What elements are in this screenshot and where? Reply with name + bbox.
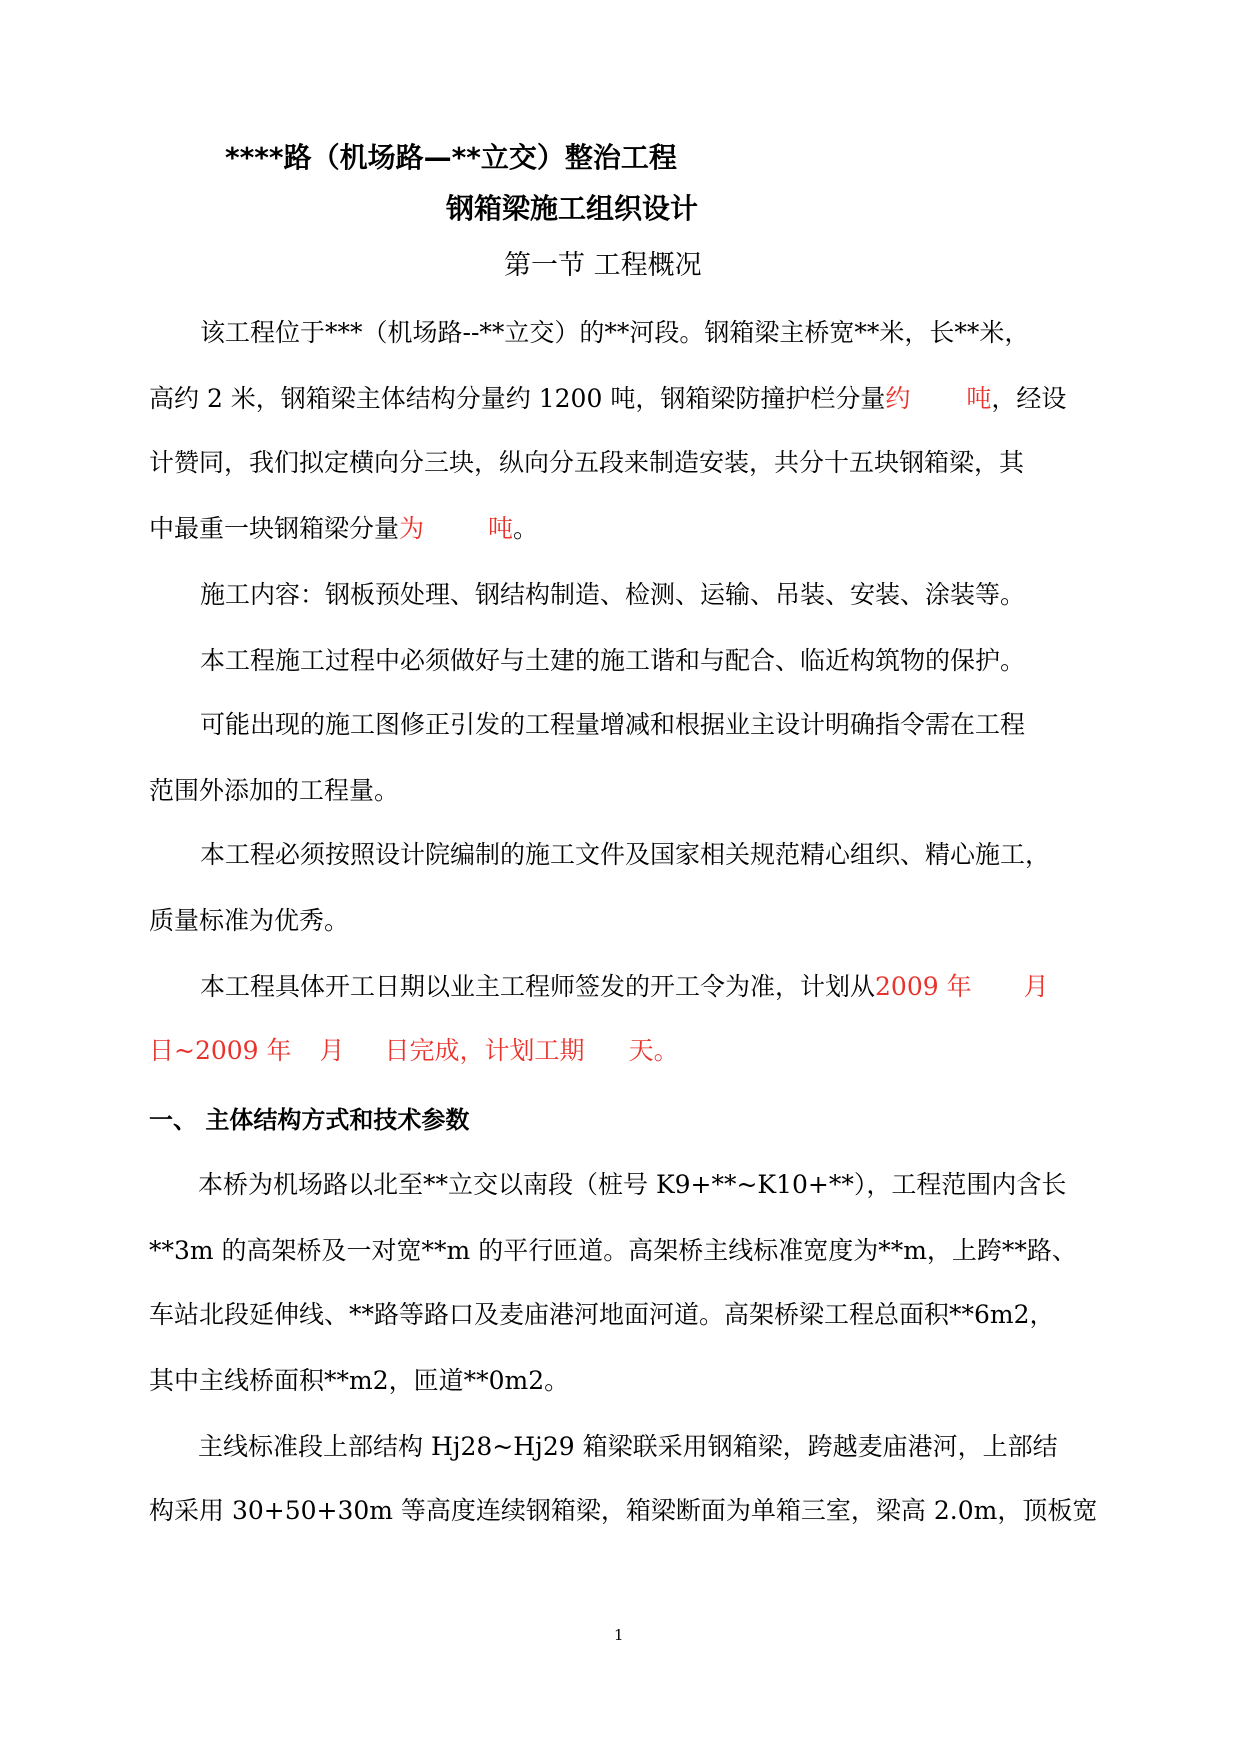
text-run: 高约 2 米，钢箱梁主体结构分量约 1200 吨，钢箱梁防撞护栏分量 bbox=[149, 384, 886, 413]
paragraph-line: 质量标准为优秀。 bbox=[149, 906, 350, 935]
paragraph-line: 主线标准段上部结构 Hj28~Hj29 箱梁联采用钢箱梁，跨越麦庙港河，上部结 bbox=[198, 1432, 1058, 1461]
paragraph-line bbox=[149, 386, 1066, 411]
page-number: 1 bbox=[614, 1626, 624, 1644]
highlight-text: 月 bbox=[319, 1036, 345, 1065]
paragraph-line: 本桥为机场路以北至**立交以南段（桩号 K9+**~K10+**），工程范围内含长 bbox=[198, 1170, 1067, 1199]
paragraph-line bbox=[149, 516, 538, 541]
paragraph-line: 车站北段延伸线、**路等路口及麦庙港河地面河道。高架桥梁工程总面积**6m2， bbox=[149, 1300, 1055, 1329]
highlight-text: 为 bbox=[399, 514, 425, 543]
highlight-text: 约 bbox=[885, 384, 911, 413]
highlight-text: 吨 bbox=[966, 384, 992, 413]
section-title: 第一节 工程概况 bbox=[504, 250, 702, 281]
paragraph-line: 该工程位于***（机场路--**立交）的**河段。钢箱梁主桥宽**米，长**米， bbox=[200, 318, 1030, 347]
paragraph-line: 范围外添加的工程量。 bbox=[149, 776, 400, 805]
text-run: 本工程具体开工日期以业主工程师签发的开工令为准，计划从 bbox=[200, 972, 876, 1001]
highlight-text: 2009 年 bbox=[875, 972, 972, 1001]
text-run: ，经设 bbox=[991, 384, 1067, 413]
text-run: 。 bbox=[513, 514, 539, 543]
paragraph-line: 计赞同，我们拟定横向分三块，纵向分五段来制造安装，共分十五块钢箱梁，其 bbox=[149, 448, 1025, 477]
heading: 一、 主体结构方式和技术参数 bbox=[149, 1106, 470, 1134]
paragraph-line bbox=[200, 974, 1049, 999]
highlight-text: 月 bbox=[1023, 972, 1049, 1001]
text-run: 中最重一块钢箱梁分量 bbox=[149, 514, 400, 543]
highlight-text: 天。 bbox=[628, 1036, 679, 1065]
document-title: ****路（机场路—**立交）整治工程 bbox=[225, 141, 677, 174]
paragraph-line: 施工内容：钢板预处理、钢结构制造、检测、运输、吊装、安装、涂装等。 bbox=[200, 580, 1026, 609]
paragraph-line: 本工程施工过程中必须做好与土建的施工谐和与配合、临近构筑物的保护。 bbox=[200, 646, 1026, 675]
document-subtitle: 钢箱梁施工组织设计 bbox=[446, 192, 699, 225]
paragraph-line: 其中主线桥面积**m2，匝道**0m2。 bbox=[149, 1366, 570, 1395]
paragraph-line: 本工程必须按照设计院编制的施工文件及国家相关规范精心组织、精心施工， bbox=[200, 840, 1051, 869]
highlight-text: 吨 bbox=[488, 514, 514, 543]
paragraph-line: 可能出现的施工图修正引发的工程量增减和根据业主设计明确指令需在工程 bbox=[200, 710, 1026, 739]
paragraph-line: **3m 的高架桥及一对宽**m 的平行匝道。高架桥主线标准宽度为**m，上跨**路、 bbox=[149, 1236, 1077, 1265]
paragraph-line: 构采用 30+50+30m 等高度连续钢箱梁，箱梁断面为单箱三室，梁高 2.0m，顶板宽 bbox=[149, 1496, 1098, 1525]
paragraph-line bbox=[149, 1038, 679, 1063]
highlight-text: 日完成，计划工期 bbox=[384, 1036, 585, 1065]
highlight-text: 日~2009 年 bbox=[149, 1036, 292, 1065]
